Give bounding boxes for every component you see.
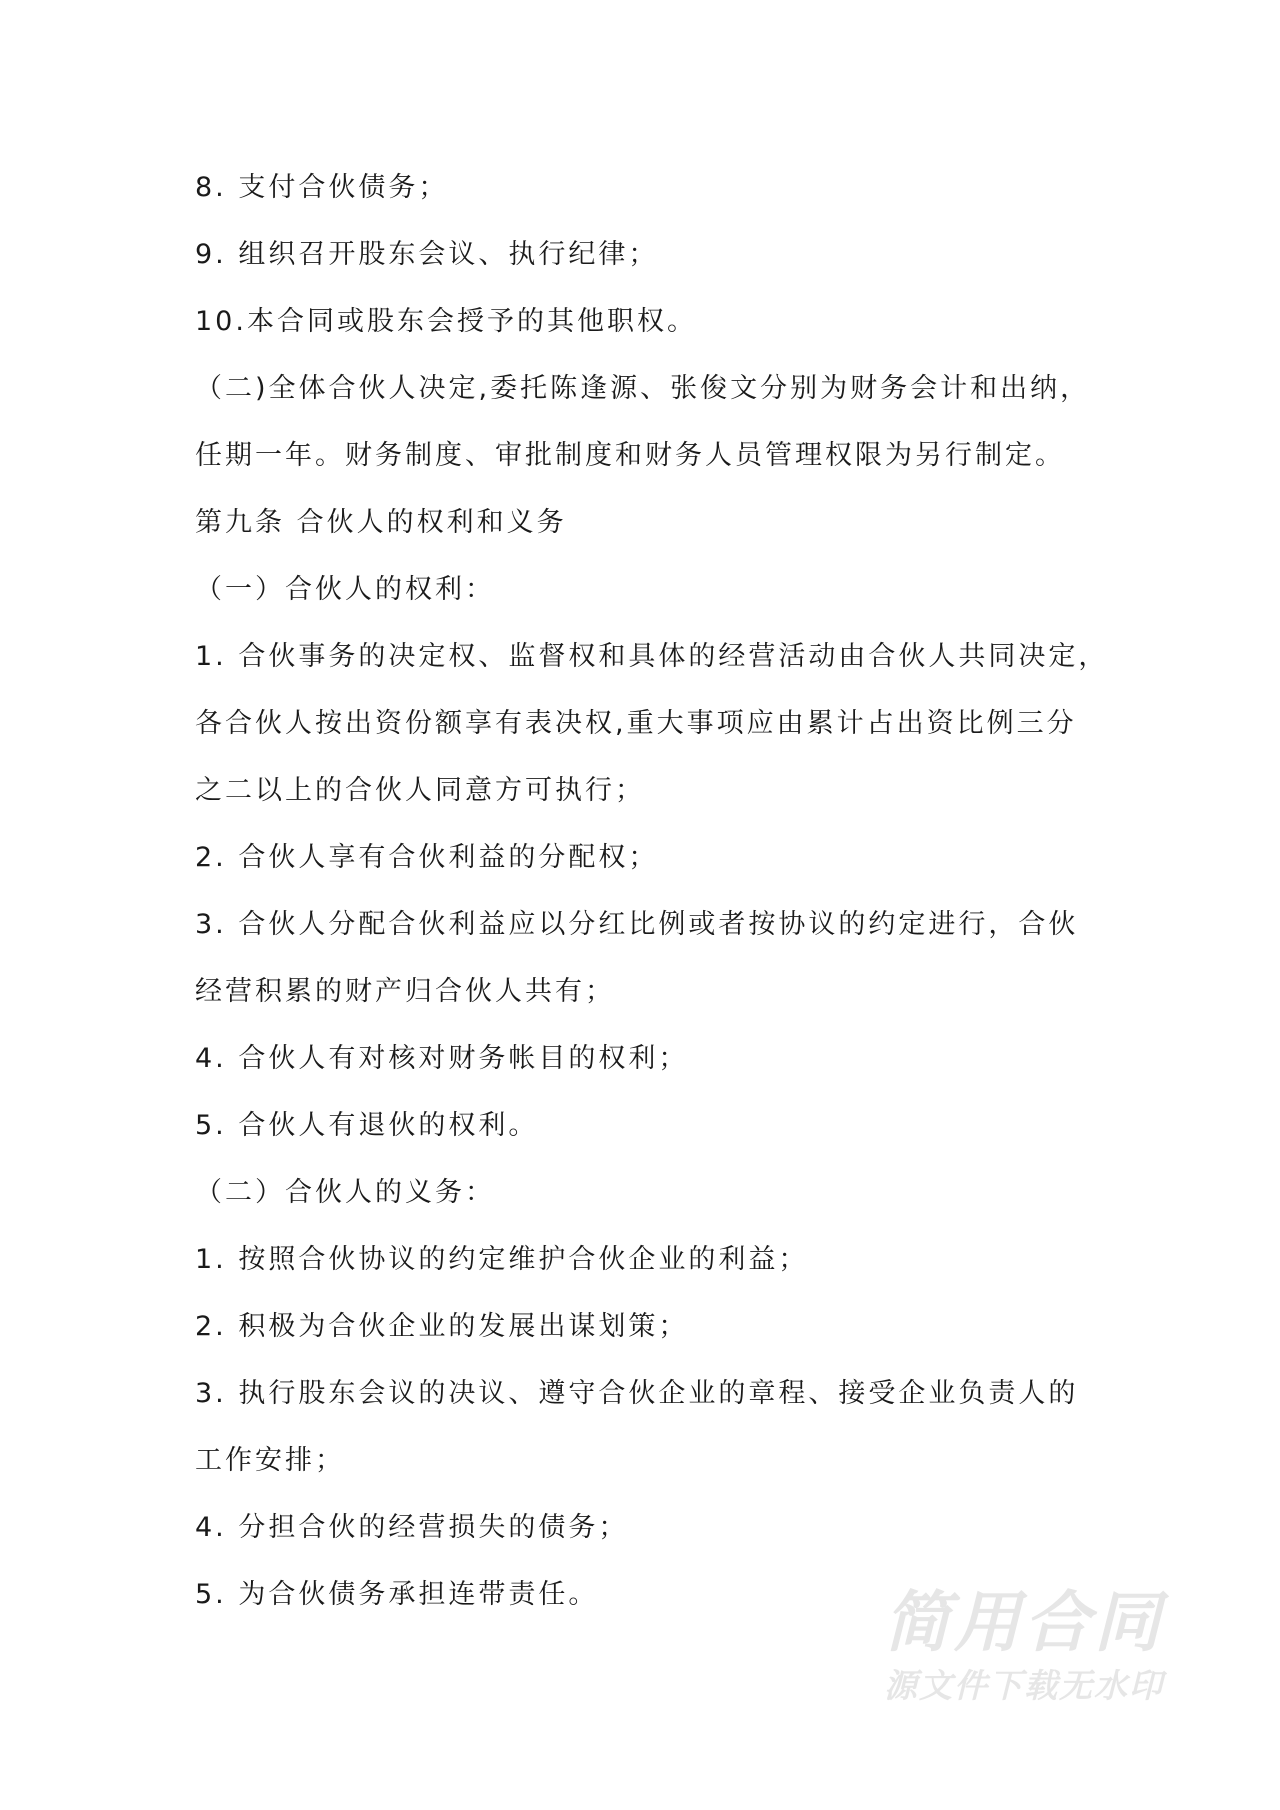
rights-item-5: 5. 合伙人有退伙的权利。 [195, 1110, 539, 1141]
document-body [195, 154, 1109, 1628]
paragraph-finance-appointment: （二)全体合伙人决定,委托陈逢源、张俊文分别为财务会计和出纳， [195, 373, 1091, 404]
list-item-10-other-powers: 10.本合同或股东会授予的其他职权。 [195, 306, 697, 337]
section-heading-article-9: 第九条 合伙人的权利和义务 [195, 507, 567, 538]
list-item-8-pay-debts: 8. 支付合伙债务； [195, 172, 449, 203]
rights-item-1: 1. 合伙事务的决定权、监督权和具体的经营活动由合伙人共同决定， [195, 641, 1109, 672]
list-item-9-organize-meetings: 9. 组织召开股东会议、执行纪律； [195, 239, 659, 270]
obligations-item-5: 5. 为合伙债务承担连带责任。 [195, 1579, 599, 1610]
watermark-brand: 简用合同 [884, 1584, 1164, 1661]
paragraph-finance-appointment-cont: 任期一年。财务制度、审批制度和财务人员管理权限为另行制定。 [195, 440, 1065, 471]
watermark [884, 1584, 1184, 1708]
rights-item-4: 4. 合伙人有对核对财务帐目的权利； [195, 1043, 689, 1074]
subheading-partner-rights: （一）合伙人的权利： [195, 574, 495, 605]
rights-item-1-cont-2: 之二以上的合伙人同意方可执行； [195, 775, 645, 806]
subheading-partner-obligations: （二）合伙人的义务： [195, 1177, 495, 1208]
obligations-item-4: 4. 分担合伙的经营损失的债务； [195, 1512, 629, 1543]
obligations-item-3-cont: 工作安排； [195, 1445, 345, 1476]
obligations-item-1: 1. 按照合伙协议的约定维护合伙企业的利益； [195, 1244, 809, 1275]
rights-item-1-cont: 各合伙人按出资份额享有表决权,重大事项应由累计占出资比例三分 [195, 708, 1077, 739]
rights-item-3: 3. 合伙人分配合伙利益应以分红比例或者按协议的约定进行，合伙 [195, 909, 1079, 940]
rights-item-2: 2. 合伙人享有合伙利益的分配权； [195, 842, 659, 873]
obligations-item-2: 2. 积极为合伙企业的发展出谋划策； [195, 1311, 689, 1342]
rights-item-3-cont: 经营积累的财产归合伙人共有； [195, 976, 615, 1007]
watermark-tagline: 源文件下载无水印 [884, 1666, 1164, 1705]
obligations-item-3: 3. 执行股东会议的决议、遵守合伙企业的章程、接受企业负责人的 [195, 1378, 1079, 1409]
